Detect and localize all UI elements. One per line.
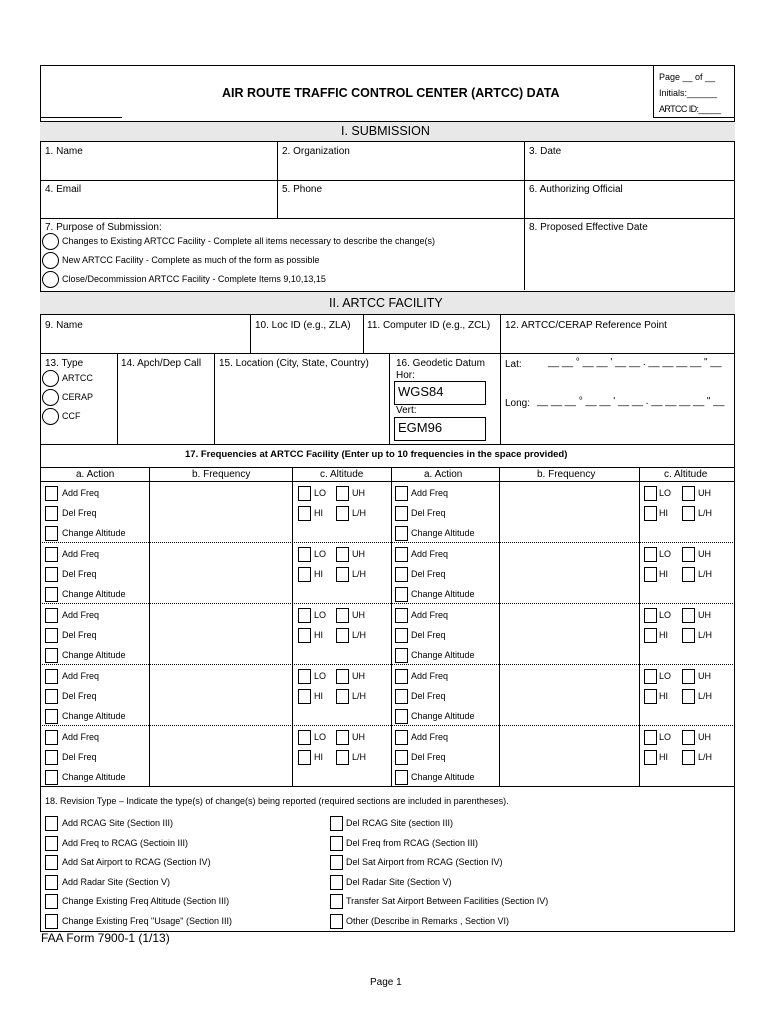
freq-add-checkbox-right-4[interactable] [395,669,408,684]
revision-right-checkbox-3[interactable] [330,855,343,870]
alt-lh-checkbox-left-3[interactable] [336,628,349,643]
freq-del-checkbox-right-3[interactable] [395,628,408,643]
freq-change-label: Change Altitude [62,650,126,660]
freq-change-label: Change Altitude [411,528,475,538]
alt-lh-checkbox-right-1[interactable] [682,506,695,521]
freq-change-checkbox-left-5[interactable] [45,770,58,785]
revision-right-checkbox-6[interactable] [330,914,343,929]
alt-lh-checkbox-left-5[interactable] [336,750,349,765]
purpose-new-label: New ARTCC Facility - Complete as much of the form as possible [62,255,320,265]
alt-uh-checkbox-left-2[interactable] [336,547,349,562]
freq-del-checkbox-right-2[interactable] [395,567,408,582]
revision-left-label-6: Change Existing Freq "Usage" (Section III) [62,916,232,926]
alt-uh-label: UH [352,671,365,681]
freq-add-checkbox-right-2[interactable] [395,547,408,562]
reference-point-label: 12. ARTCC/CERAP Reference Point [505,320,667,331]
type-ccf-label: CCF [62,411,81,421]
freq-del-checkbox-right-5[interactable] [395,750,408,765]
alt-hi-checkbox-right-1[interactable] [644,506,657,521]
alt-hi-label: HI [659,752,668,762]
col-frequency-right: b. Frequency [537,469,596,480]
alt-lh-label: L/H [698,630,713,640]
alt-lo-checkbox-right-3[interactable] [644,608,657,623]
datum-label: 16. Geodetic Datum [396,358,485,369]
freq-change-label: Change Altitude [411,589,475,599]
freq-change-label: Change Altitude [411,650,475,660]
freq-add-label: Add Freq [62,671,100,681]
alt-hi-checkbox-left-2[interactable] [298,567,311,582]
alt-lo-label: LO [659,610,672,620]
alt-lo-checkbox-right-4[interactable] [644,669,657,684]
alt-hi-label: HI [659,691,668,701]
freq-change-checkbox-right-3[interactable] [395,648,408,663]
revision-left-label-5: Change Existing Freq Altitude (Section III) [62,896,230,907]
alt-uh-checkbox-left-5[interactable] [336,730,349,745]
alt-hi-checkbox-right-2[interactable] [644,567,657,582]
revision-left-checkbox-5[interactable] [45,894,58,909]
freq-del-label: Del Freq [62,691,97,701]
freq-del-checkbox-left-2[interactable] [45,567,58,582]
form-title: AIR ROUTE TRAFFIC CONTROL CENTER (ARTCC) DATA [222,86,560,100]
alt-hi-label: HI [314,691,323,701]
freq-add-checkbox-left-3[interactable] [45,608,58,623]
hor-label: Hor: [396,370,415,381]
effective-date-field[interactable]: 8. Proposed Effective Date [529,222,648,233]
revision-left-label-4: Add Radar Site (Section V) [62,876,171,887]
freq-add-label: Add Freq [411,488,449,498]
organization-field[interactable]: 2. Organization [282,146,350,157]
alt-hi-checkbox-left-5[interactable] [298,750,311,765]
revision-left-checkbox-4[interactable] [45,875,58,890]
alt-lh-checkbox-right-3[interactable] [682,628,695,643]
alt-lh-checkbox-left-1[interactable] [336,506,349,521]
type-label: 13. Type [45,358,84,369]
alt-lo-label: LO [314,549,327,559]
alt-hi-label: HI [314,569,323,579]
alt-uh-label: UH [352,549,365,559]
freq-del-label: Del Freq [62,569,97,579]
alt-lo-checkbox-left-1[interactable] [298,486,311,501]
alt-lo-label: LO [659,671,672,681]
revision-right-checkbox-2[interactable] [330,836,343,851]
freq-change-label: Change Altitude [62,711,126,721]
location-field[interactable]: 15. Location (City, State, Country) [219,358,369,369]
freq-add-label: Add Freq [62,610,100,620]
purpose-new-radio[interactable] [42,252,59,269]
revision-right-label-2: Del Freq from RCAG (Section III) [346,837,479,848]
purpose-close-radio[interactable] [42,271,59,288]
frequency-input-right-4[interactable] [500,665,638,723]
freq-add-checkbox-left-5[interactable] [45,730,58,745]
frequency-input-left-3[interactable] [150,604,291,662]
col-altitude-left: c. Altitude [320,469,364,480]
alt-uh-label: UH [698,671,711,681]
revision-right-label-3: Del Sat Airport from RCAG (Section IV) [346,857,503,868]
alt-lh-label: L/H [698,508,713,518]
alt-lh-checkbox-left-4[interactable] [336,689,349,704]
alt-lo-label: LO [314,610,327,620]
alt-hi-label: HI [314,752,323,762]
purpose-label: 7. Purpose of Submission: [45,222,162,233]
alt-hi-checkbox-left-4[interactable] [298,689,311,704]
alt-uh-checkbox-left-4[interactable] [336,669,349,684]
section1-title: I. SUBMISSION [341,124,430,138]
col-frequency-left: b. Frequency [192,469,251,480]
purpose-close-label: Close/Decommission ARTCC Facility - Complete Items 9,10,13,15 [62,274,326,284]
type-cerap-label: CERAP [62,392,94,402]
vert-datum-field[interactable]: EGM96 [394,417,486,441]
freq-del-label: Del Freq [411,630,446,640]
purpose-changes-radio[interactable] [42,233,59,250]
type-ccf-radio[interactable] [42,408,59,425]
freq-add-label: Add Freq [411,671,449,681]
alt-lh-label: L/H [698,752,713,762]
frequency-input-left-5[interactable] [150,726,291,784]
page-number: Page 1 [370,977,402,988]
form-number: FAA Form 7900-1 (1/13) [41,931,170,945]
longitude-field[interactable]: __ __ __ ° __ __ ' __ __ . __ __ __ __ " __ [537,396,725,407]
email-field[interactable]: 4. Email [45,184,82,195]
vert-label: Vert: [396,405,417,416]
alt-uh-checkbox-left-3[interactable] [336,608,349,623]
frequency-input-right-3[interactable] [500,604,638,662]
phone-field[interactable]: 5. Phone [282,184,323,195]
alt-hi-label: HI [314,630,323,640]
frequency-input-left-4[interactable] [150,665,291,723]
revision-right-checkbox-5[interactable] [330,894,343,909]
freq-add-label: Add Freq [62,549,100,559]
alt-lh-checkbox-left-2[interactable] [336,567,349,582]
revision-right-label-1: Del RCAG Site (section III) [346,818,454,828]
frequency-input-right-1[interactable] [500,482,638,540]
freq-change-checkbox-right-1[interactable] [395,526,408,541]
revision-left-label-3: Add Sat Airport to RCAG (Section IV) [62,857,211,868]
freq-add-checkbox-right-1[interactable] [395,486,408,501]
alt-hi-checkbox-right-3[interactable] [644,628,657,643]
alt-lo-checkbox-right-1[interactable] [644,486,657,501]
alt-lh-label: L/H [352,630,367,640]
purpose-changes-label: Changes to Existing ARTCC Facility - Complete all items necessary to describe the change(s) [62,236,435,246]
alt-uh-checkbox-right-2[interactable] [682,547,695,562]
alt-lo-checkbox-left-3[interactable] [298,608,311,623]
freq-del-label: Del Freq [411,569,446,579]
type-artcc-label: ARTCC [62,373,93,383]
col-action-left: a. Action [76,469,115,480]
alt-lh-label: L/H [698,691,713,701]
alt-hi-label: HI [314,508,323,518]
alt-uh-checkbox-right-1[interactable] [682,486,695,501]
alt-lh-label: L/H [352,752,367,762]
alt-hi-label: HI [659,630,668,640]
revision-left-label-2: Add Freq to RCAG (Sectioin III) [62,837,189,848]
freq-del-checkbox-left-4[interactable] [45,689,58,704]
freq-add-checkbox-left-1[interactable] [45,486,58,501]
alt-lo-checkbox-left-4[interactable] [298,669,311,684]
frequencies-title: 17. Frequencies at ARTCC Facility (Enter up to 10 frequencies in the space provided) [185,449,568,460]
freq-change-label: Change Altitude [62,528,126,538]
freq-del-label: Del Freq [411,752,446,762]
revision-right-label-6: Other (Describe in Remarks , Section VI) [346,916,510,926]
type-cerap-radio[interactable] [42,389,59,406]
freq-change-label: Change Altitude [411,772,475,782]
freq-add-label: Add Freq [411,610,449,620]
alt-uh-label: UH [698,732,711,742]
freq-change-checkbox-left-2[interactable] [45,587,58,602]
authorizing-official-field[interactable]: 6. Authorizing Official [529,184,623,195]
alt-lo-label: LO [314,671,327,681]
freq-add-label: Add Freq [411,549,449,559]
freq-del-checkbox-right-1[interactable] [395,506,408,521]
freq-del-checkbox-left-3[interactable] [45,628,58,643]
loc-id-field[interactable]: 10. Loc ID (e.g., ZLA) [255,320,351,331]
alt-uh-label: UH [352,732,365,742]
alt-lh-checkbox-right-2[interactable] [682,567,695,582]
alt-lo-checkbox-right-5[interactable] [644,730,657,745]
freq-change-checkbox-right-5[interactable] [395,770,408,785]
col-altitude-right: c. Altitude [664,469,708,480]
freq-add-label: Add Freq [62,732,100,742]
freq-change-label: Change Altitude [411,711,475,721]
col-action-right: a. Action [424,469,463,480]
frequency-input-right-2[interactable] [500,543,638,601]
alt-uh-label: UH [698,610,711,620]
freq-change-checkbox-left-3[interactable] [45,648,58,663]
apch-dep-call-field[interactable]: 14. Apch/Dep Call [121,358,202,369]
alt-uh-checkbox-left-1[interactable] [336,486,349,501]
freq-add-label: Add Freq [62,488,100,498]
alt-lh-label: L/H [352,508,367,518]
frequency-input-left-1[interactable] [150,482,291,540]
frequency-input-left-2[interactable] [150,543,291,601]
page-of-field[interactable]: Page __ of __ [659,72,716,82]
alt-lo-label: LO [659,732,672,742]
freq-change-label: Change Altitude [62,589,126,599]
alt-uh-label: UH [352,488,365,498]
alt-hi-label: HI [659,508,668,518]
freq-del-checkbox-right-4[interactable] [395,689,408,704]
freq-add-checkbox-right-5[interactable] [395,730,408,745]
hor-datum-field[interactable]: WGS84 [394,381,486,405]
name-field[interactable]: 1. Name [45,146,83,157]
alt-lo-checkbox-right-2[interactable] [644,547,657,562]
alt-lo-label: LO [659,549,672,559]
latitude-field[interactable]: __ __ ° __ __ ' __ __ . __ __ __ __ " __ [548,357,722,368]
computer-id-field[interactable]: 11. Computer ID (e.g., ZCL) [367,320,491,331]
freq-add-checkbox-right-3[interactable] [395,608,408,623]
alt-uh-label: UH [698,488,711,498]
freq-change-label: Change Altitude [62,772,126,782]
alt-uh-checkbox-right-5[interactable] [682,730,695,745]
freq-del-checkbox-left-1[interactable] [45,506,58,521]
alt-uh-label: UH [352,610,365,620]
alt-hi-label: HI [659,569,668,579]
revision-left-checkbox-6[interactable] [45,914,58,929]
alt-hi-checkbox-left-1[interactable] [298,506,311,521]
alt-lh-label: L/H [698,569,713,579]
frequency-input-right-5[interactable] [500,726,638,784]
freq-del-label: Del Freq [62,630,97,640]
alt-hi-checkbox-right-4[interactable] [644,689,657,704]
revision-left-checkbox-1[interactable] [45,816,58,831]
freq-change-checkbox-right-2[interactable] [395,587,408,602]
freq-add-checkbox-left-2[interactable] [45,547,58,562]
alt-hi-checkbox-right-5[interactable] [644,750,657,765]
freq-change-checkbox-right-4[interactable] [395,709,408,724]
alt-lh-label: L/H [352,569,367,579]
type-artcc-radio[interactable] [42,370,59,387]
alt-lh-label: L/H [352,691,367,701]
facility-name-field[interactable]: 9. Name [45,320,83,331]
date-field[interactable]: 3. Date [529,146,562,157]
alt-lh-checkbox-right-5[interactable] [682,750,695,765]
alt-lo-label: LO [659,488,672,498]
initials-field[interactable]: Initials:______ [659,88,718,98]
alt-lh-checkbox-right-4[interactable] [682,689,695,704]
revision-left-checkbox-2[interactable] [45,836,58,851]
freq-change-checkbox-left-1[interactable] [45,526,58,541]
alt-lo-checkbox-left-5[interactable] [298,730,311,745]
section2-title: II. ARTCC FACILITY [329,296,443,310]
revision-left-checkbox-3[interactable] [45,855,58,870]
alt-lo-label: LO [314,488,327,498]
freq-change-checkbox-left-4[interactable] [45,709,58,724]
revision-title: 18. Revision Type – Indicate the type(s) of change(s) being reported (required sections are included in parentheses). [45,796,509,806]
revision-right-label-4: Del Radar Site (Section V) [346,876,452,887]
freq-del-checkbox-left-5[interactable] [45,750,58,765]
artcc-id-field[interactable]: ARTCC ID:_____ [659,104,721,114]
freq-add-checkbox-left-4[interactable] [45,669,58,684]
alt-lo-label: LO [314,732,327,742]
alt-uh-checkbox-right-4[interactable] [682,669,695,684]
long-label: Long: [505,398,531,409]
freq-del-label: Del Freq [411,691,446,701]
alt-uh-checkbox-right-3[interactable] [682,608,695,623]
lat-label: Lat: [505,359,522,370]
alt-uh-label: UH [698,549,711,559]
freq-del-label: Del Freq [62,508,97,518]
alt-hi-checkbox-left-3[interactable] [298,628,311,643]
revision-left-label-1: Add RCAG Site (Section III) [62,818,174,828]
freq-del-label: Del Freq [411,508,446,518]
revision-right-checkbox-1[interactable] [330,816,343,831]
revision-right-checkbox-4[interactable] [330,875,343,890]
alt-lo-checkbox-left-2[interactable] [298,547,311,562]
freq-del-label: Del Freq [62,752,97,762]
revision-right-label-5: Transfer Sat Airport Between Facilities (Section IV) [346,896,549,907]
freq-add-label: Add Freq [411,732,449,742]
